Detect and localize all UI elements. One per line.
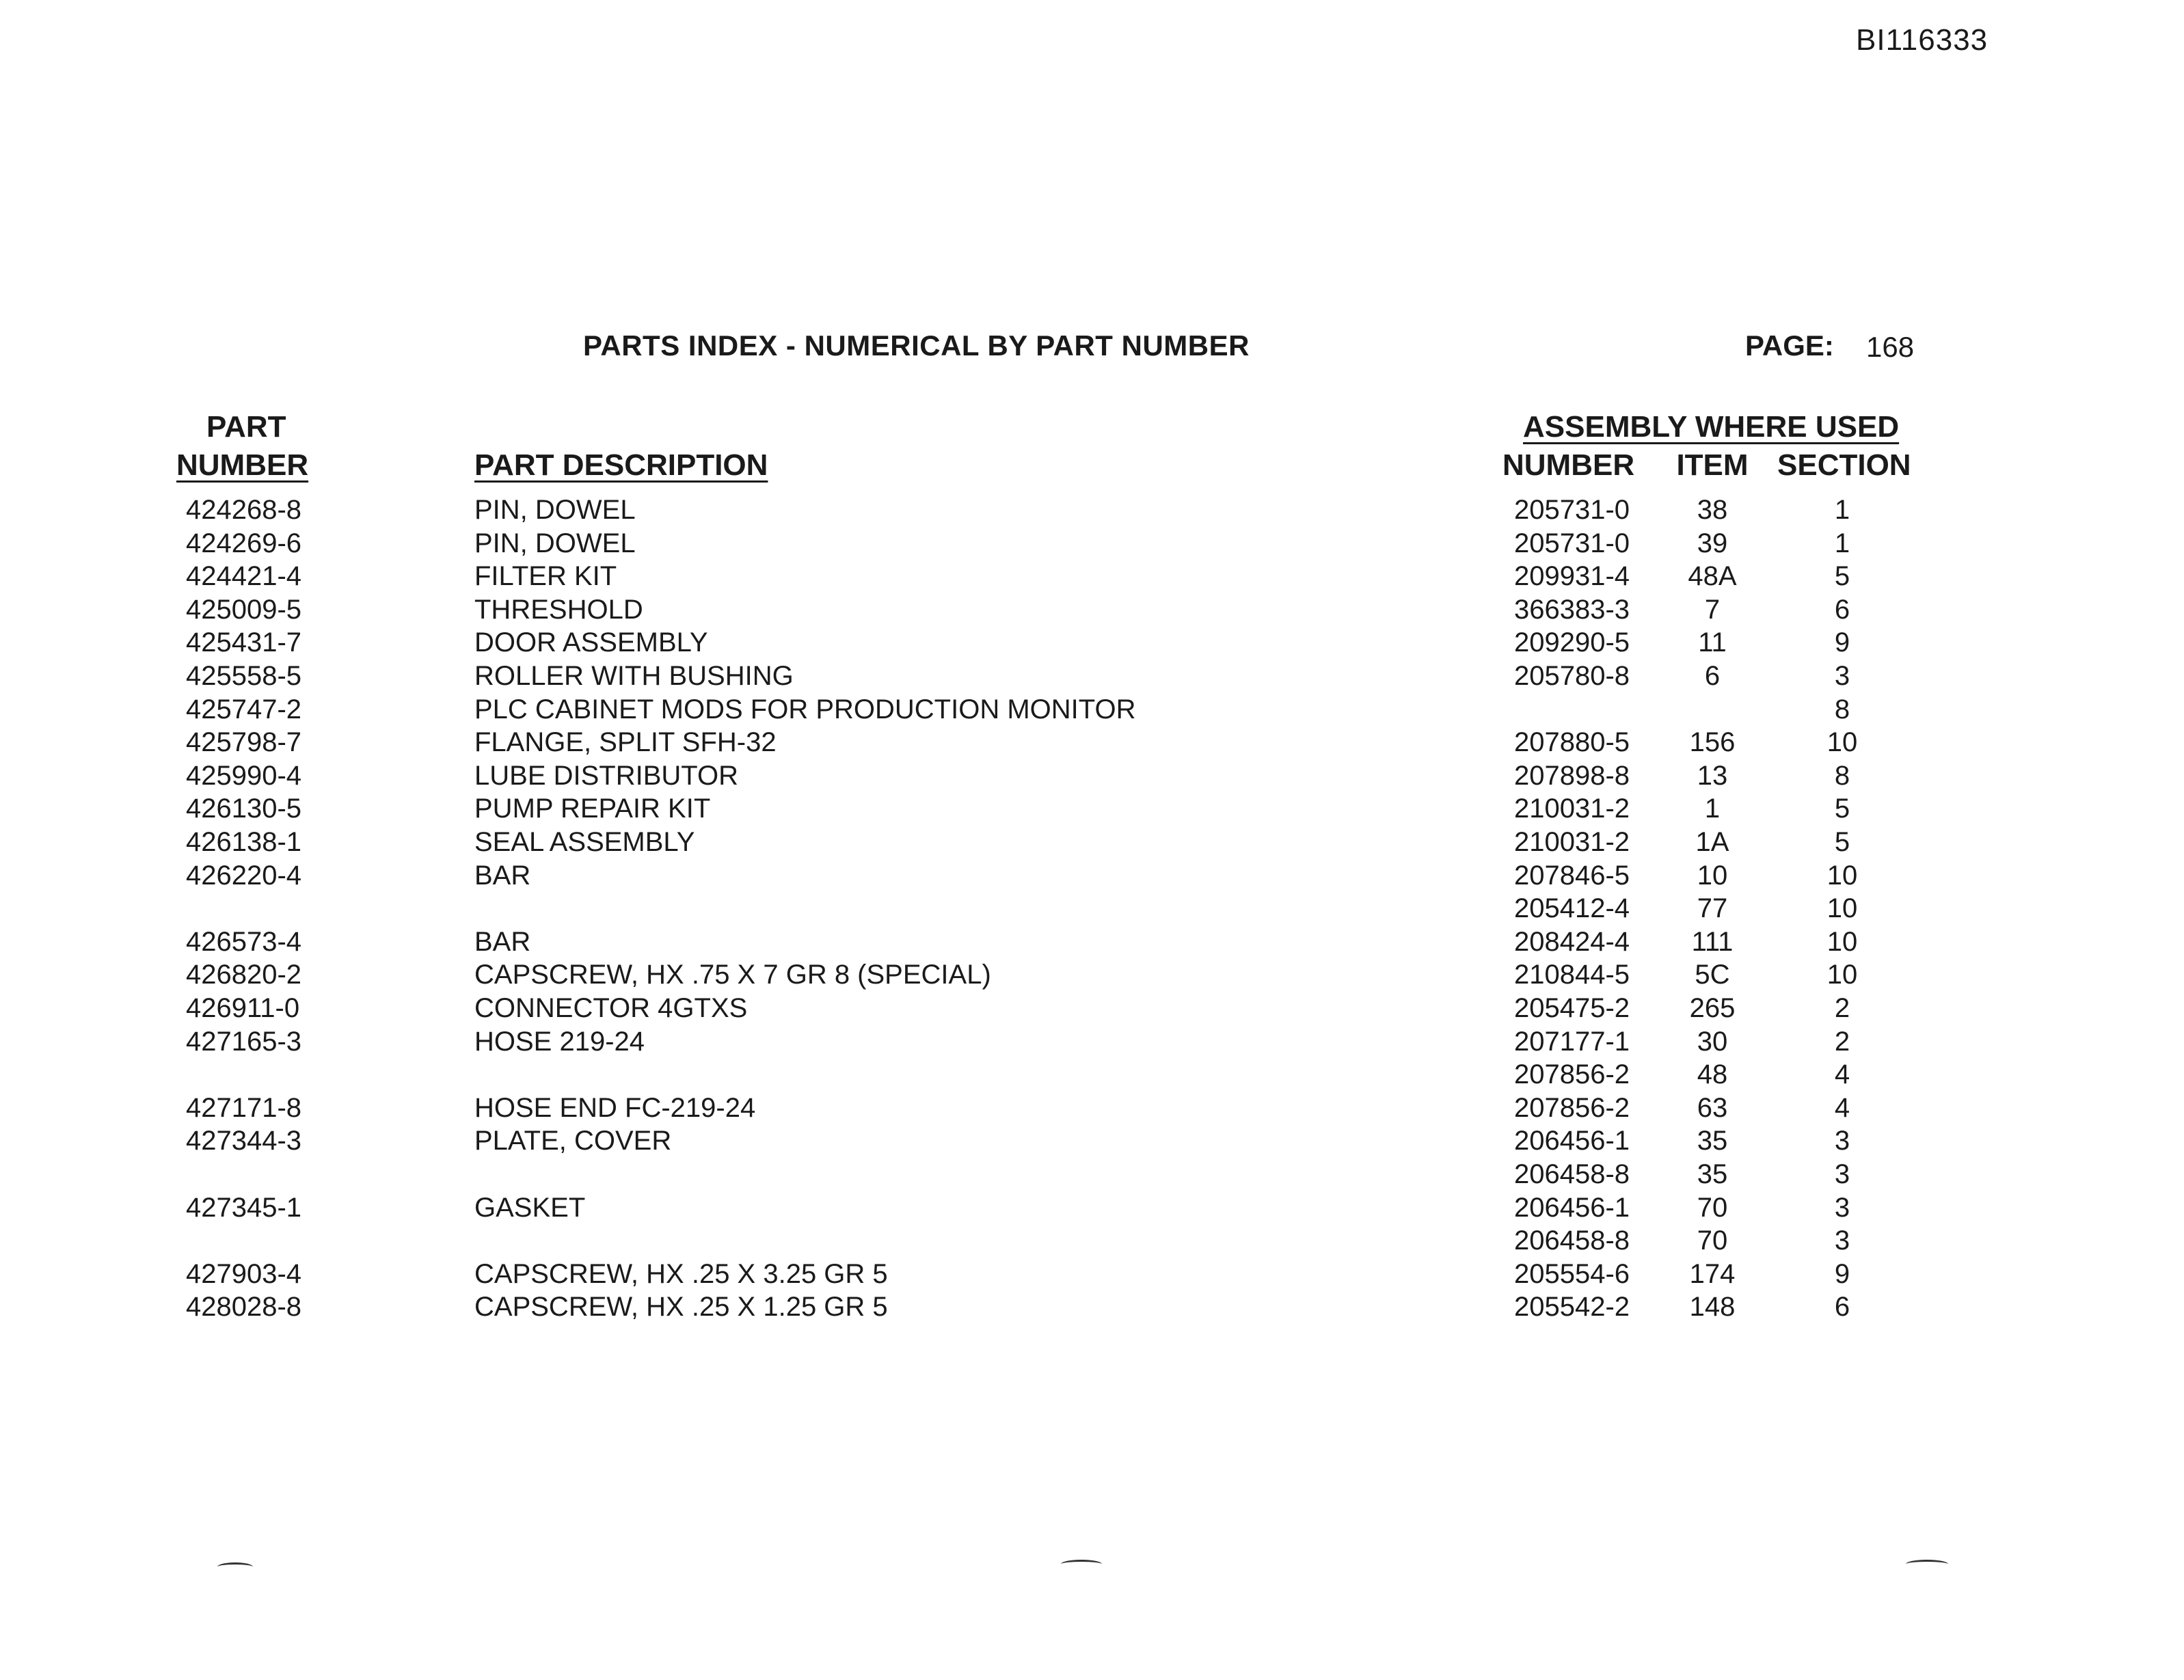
assembly-number-cell: 206456-1 [1514, 1193, 1630, 1223]
assembly-number-cell: 206458-8 [1514, 1225, 1630, 1256]
section-cell: 4 [1834, 1059, 1850, 1089]
part-description-cell: FLANGE, SPLIT SFH-32 [474, 727, 777, 757]
part-description-cell: PLATE, COVER [474, 1126, 672, 1156]
item-cell: 35 [1697, 1159, 1728, 1189]
section-cell: 5 [1834, 827, 1850, 857]
part-number-cell: 425431-7 [186, 627, 302, 658]
section-cell: 10 [1826, 861, 1858, 891]
assembly-number-cell: 207846-5 [1514, 861, 1630, 891]
header-part-number: NUMBER [176, 448, 309, 482]
item-cell: 10 [1697, 861, 1728, 891]
section-cell: 1 [1834, 528, 1850, 558]
section-cell: 3 [1834, 1225, 1850, 1256]
page-number: 168 [1866, 331, 1915, 363]
part-number-cell: 425990-4 [186, 761, 302, 791]
header-section: SECTION [1777, 448, 1911, 482]
section-cell: 10 [1826, 960, 1858, 990]
part-description-cell: ROLLER WITH BUSHING [474, 661, 794, 691]
item-cell: 70 [1697, 1225, 1728, 1256]
part-number-cell: 424268-8 [186, 495, 302, 525]
item-cell: 156 [1689, 727, 1736, 757]
assembly-number-cell: 207856-2 [1514, 1059, 1630, 1089]
header-assembly-number: NUMBER [1502, 448, 1635, 482]
part-description-cell: CONNECTOR 4GTXS [474, 993, 748, 1023]
part-description-cell: CAPSCREW, HX .25 X 3.25 GR 5 [474, 1259, 888, 1289]
item-cell: 265 [1689, 993, 1736, 1023]
page-title: PARTS INDEX - NUMERICAL BY PART NUMBER [583, 329, 1250, 362]
assembly-number-cell: 210031-2 [1514, 827, 1630, 857]
section-cell: 8 [1834, 761, 1850, 791]
item-cell: 1 [1704, 794, 1721, 824]
item-cell: 63 [1697, 1093, 1728, 1123]
part-description-cell: CAPSCREW, HX .75 X 7 GR 8 (SPECIAL) [474, 960, 991, 990]
item-cell: 174 [1689, 1259, 1736, 1289]
part-description-cell: BAR [474, 861, 531, 891]
part-description-cell: THRESHOLD [474, 595, 643, 625]
assembly-number-cell: 205412-4 [1514, 893, 1630, 923]
part-number-cell: 424269-6 [186, 528, 302, 558]
assembly-number-cell: 206458-8 [1514, 1159, 1630, 1189]
part-description-cell: HOSE 219-24 [474, 1027, 645, 1057]
part-description-cell: PIN, DOWEL [474, 528, 636, 558]
assembly-number-cell: 207856-2 [1514, 1093, 1630, 1123]
part-description-cell: HOSE END FC-219-24 [474, 1093, 756, 1123]
part-description-cell: PLC CABINET MODS FOR PRODUCTION MONITOR [474, 694, 1136, 724]
section-cell: 5 [1834, 561, 1850, 591]
part-number-cell: 425558-5 [186, 661, 302, 691]
assembly-number-cell: 206456-1 [1514, 1126, 1630, 1156]
item-cell: 1A [1695, 827, 1729, 857]
part-description-cell: PUMP REPAIR KIT [474, 794, 711, 824]
part-number-cell: 424421-4 [186, 561, 302, 591]
item-cell: 77 [1697, 893, 1728, 923]
part-description-cell: FILTER KIT [474, 561, 617, 591]
assembly-number-cell: 207898-8 [1514, 761, 1630, 791]
section-cell: 5 [1834, 794, 1850, 824]
assembly-number-cell: 207177-1 [1514, 1027, 1630, 1057]
scan-mark [1061, 1560, 1102, 1569]
assembly-number-cell: 207880-5 [1514, 727, 1630, 757]
item-cell: 35 [1697, 1126, 1728, 1156]
part-description-cell: PIN, DOWEL [474, 495, 636, 525]
section-cell: 2 [1834, 1027, 1850, 1057]
header-assembly-where-used: ASSEMBLY WHERE USED [1523, 410, 1900, 444]
assembly-number-cell: 208424-4 [1514, 927, 1630, 957]
section-cell: 9 [1834, 627, 1850, 658]
section-cell: 10 [1826, 727, 1858, 757]
part-number-cell: 426130-5 [186, 794, 302, 824]
item-cell: 11 [1698, 627, 1727, 658]
header-part-top: PART [206, 410, 286, 444]
section-cell: 10 [1826, 927, 1858, 957]
assembly-number-cell: 205475-2 [1514, 993, 1630, 1023]
item-cell: 38 [1697, 495, 1728, 525]
part-number-cell: 426820-2 [186, 960, 302, 990]
part-number-cell: 427171-8 [186, 1093, 302, 1123]
part-number-cell: 425009-5 [186, 595, 302, 625]
item-cell: 148 [1689, 1292, 1736, 1322]
header-part-description: PART DESCRIPTION [474, 448, 768, 482]
part-number-cell: 426220-4 [186, 861, 302, 891]
page-label: PAGE: [1745, 329, 1834, 362]
part-description-cell: CAPSCREW, HX .25 X 1.25 GR 5 [474, 1292, 888, 1322]
assembly-number-cell: 205731-0 [1514, 495, 1630, 525]
part-number-cell: 427165-3 [186, 1027, 302, 1057]
part-description-cell: BAR [474, 927, 531, 957]
assembly-number-cell: 210844-5 [1514, 960, 1630, 990]
item-cell: 30 [1697, 1027, 1728, 1057]
part-number-cell: 425747-2 [186, 694, 302, 724]
assembly-number-cell: 205731-0 [1514, 528, 1630, 558]
part-number-cell: 425798-7 [186, 727, 302, 757]
part-number-cell: 426911-0 [186, 993, 300, 1023]
part-description-cell: DOOR ASSEMBLY [474, 627, 708, 658]
assembly-number-cell: 205780-8 [1514, 661, 1630, 691]
assembly-number-cell: 366383-3 [1514, 595, 1630, 625]
assembly-number-cell: 205542-2 [1514, 1292, 1630, 1322]
section-cell: 3 [1834, 1159, 1850, 1189]
item-cell: 48 [1697, 1059, 1728, 1089]
part-number-cell: 427903-4 [186, 1259, 302, 1289]
item-cell: 6 [1704, 661, 1721, 691]
part-number-cell: 428028-8 [186, 1292, 302, 1322]
section-cell: 6 [1834, 595, 1850, 625]
part-number-cell: 426138-1 [186, 827, 302, 857]
part-number-cell: 426573-4 [186, 927, 302, 957]
scan-mark [217, 1562, 253, 1571]
section-cell: 3 [1834, 1193, 1850, 1223]
header-item: ITEM [1676, 448, 1749, 482]
document-id: BI116333 [1856, 23, 1988, 57]
assembly-number-cell: 210031-2 [1514, 794, 1630, 824]
item-cell: 13 [1697, 761, 1728, 791]
section-cell: 9 [1834, 1259, 1850, 1289]
section-cell: 8 [1834, 694, 1850, 724]
item-cell: 48A [1688, 561, 1737, 591]
section-cell: 6 [1834, 1292, 1850, 1322]
section-cell: 1 [1834, 495, 1850, 525]
part-description-cell: GASKET [474, 1193, 586, 1223]
item-cell: 7 [1704, 595, 1721, 625]
part-description-cell: SEAL ASSEMBLY [474, 827, 695, 857]
item-cell: 5C [1695, 960, 1730, 990]
section-cell: 2 [1834, 993, 1850, 1023]
item-cell: 70 [1697, 1193, 1728, 1223]
section-cell: 3 [1834, 1126, 1850, 1156]
item-cell: 111 [1691, 927, 1734, 957]
part-number-cell: 427344-3 [186, 1126, 302, 1156]
item-cell: 39 [1697, 528, 1728, 558]
assembly-number-cell: 209931-4 [1514, 561, 1630, 591]
part-description-cell: LUBE DISTRIBUTOR [474, 761, 738, 791]
part-number-cell: 427345-1 [186, 1193, 302, 1223]
assembly-number-cell: 209290-5 [1514, 627, 1630, 658]
assembly-number-cell: 205554-6 [1514, 1259, 1630, 1289]
scan-mark [1906, 1560, 1948, 1569]
section-cell: 3 [1834, 661, 1850, 691]
section-cell: 10 [1826, 893, 1858, 923]
section-cell: 4 [1834, 1093, 1850, 1123]
